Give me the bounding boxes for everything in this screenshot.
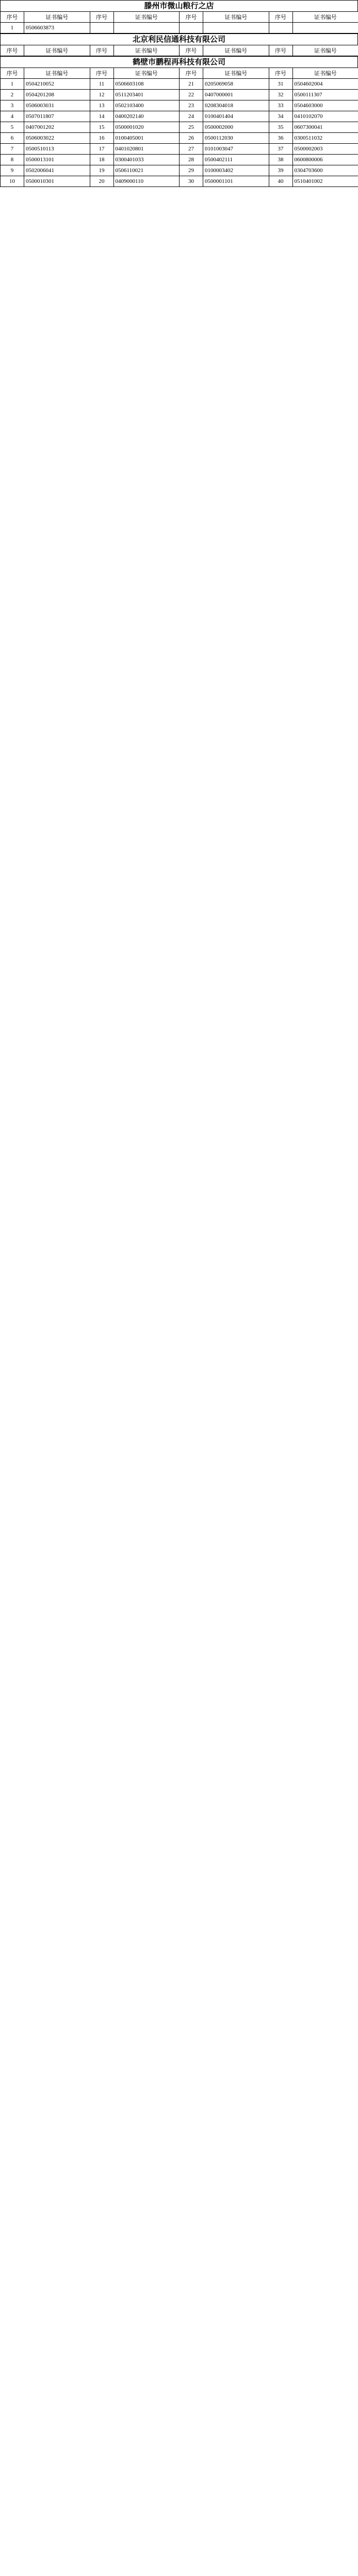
table-row [1, 133, 358, 144]
cert-number-cell: 0500002003 [292, 144, 358, 155]
cert-number-cell: 0500001020 [113, 122, 180, 133]
seq-cell: 36 [269, 133, 292, 144]
section-title: 鹤壁市鹏程再科技有限公司 [0, 56, 358, 67]
seq-cell: 9 [1, 165, 24, 176]
cert-number-cell: 0500001101 [203, 176, 269, 187]
cert-header: 证书编号 [113, 45, 180, 56]
table-row [1, 122, 358, 133]
seq-cell: 35 [269, 122, 292, 133]
document [0, 0, 358, 187]
seq-header: 序号 [90, 12, 113, 23]
section-title: 北京利民信通科技有限公司 [0, 33, 358, 45]
cert-number-cell: 0407000001 [203, 90, 269, 100]
cert-number-cell: 0500402111 [203, 155, 269, 165]
cert-number-cell: 0607300041 [292, 122, 358, 133]
seq-header: 序号 [269, 68, 292, 79]
cert-header: 证书编号 [292, 68, 358, 79]
table-header-row [1, 12, 358, 23]
seq-header: 序号 [180, 45, 203, 56]
cert-number-cell: 0208304018 [203, 100, 269, 111]
table-header-row [1, 68, 358, 79]
cert-number-cell: 0511203401 [113, 90, 180, 100]
cert-header: 证书编号 [113, 68, 180, 79]
cert-number-cell: 0205069058 [203, 79, 269, 90]
seq-cell: 8 [1, 155, 24, 165]
seq-cell: 16 [90, 133, 113, 144]
seq-header: 序号 [1, 45, 24, 56]
seq-cell: 26 [180, 133, 203, 144]
cert-header: 证书编号 [203, 12, 269, 23]
seq-cell [90, 23, 113, 33]
cert-number-cell [113, 23, 180, 33]
seq-header: 序号 [269, 12, 292, 23]
cert-number-cell: 0401020801 [113, 144, 180, 155]
cert-number-cell: 0506110021 [113, 165, 180, 176]
cert-header: 证书编号 [24, 12, 90, 23]
cert-number-cell: 0504603000 [292, 100, 358, 111]
seq-cell: 37 [269, 144, 292, 155]
seq-cell: 32 [269, 90, 292, 100]
cert-header: 证书编号 [203, 68, 269, 79]
cert-number-cell: 0409000110 [113, 176, 180, 187]
seq-cell: 3 [1, 100, 24, 111]
cert-number-cell: 0502006041 [24, 165, 90, 176]
seq-header: 序号 [1, 68, 24, 79]
cert-number-cell [203, 23, 269, 33]
seq-cell [269, 23, 292, 33]
cert-number-cell: 0500112030 [203, 133, 269, 144]
seq-cell: 1 [1, 79, 24, 90]
cert-header: 证书编号 [292, 12, 358, 23]
seq-cell: 10 [1, 176, 24, 187]
certificate-table [0, 11, 358, 33]
table-row [1, 144, 358, 155]
seq-cell: 21 [180, 79, 203, 90]
seq-cell: 24 [180, 111, 203, 122]
cert-number-cell: 0500010301 [24, 176, 90, 187]
seq-cell: 14 [90, 111, 113, 122]
certificate-table [0, 45, 358, 56]
seq-cell: 31 [269, 79, 292, 90]
cert-number-cell: 0300511032 [292, 133, 358, 144]
seq-cell: 38 [269, 155, 292, 165]
cert-number-cell: 0504602004 [292, 79, 358, 90]
cert-number-cell: 0100401404 [203, 111, 269, 122]
table-row [1, 79, 358, 90]
seq-cell: 12 [90, 90, 113, 100]
cert-number-cell: 0101003047 [203, 144, 269, 155]
cert-number-cell: 0100003402 [203, 165, 269, 176]
cert-number-cell: 0500002000 [203, 122, 269, 133]
cert-number-cell: 0304703600 [292, 165, 358, 176]
seq-cell: 18 [90, 155, 113, 165]
seq-header: 序号 [269, 45, 292, 56]
seq-cell: 6 [1, 133, 24, 144]
seq-cell: 17 [90, 144, 113, 155]
table-row [1, 90, 358, 100]
cert-number-cell: 0506603108 [113, 79, 180, 90]
cert-number-cell: 0600800006 [292, 155, 358, 165]
cert-number-cell: 0407001202 [24, 122, 90, 133]
cert-number-cell: 0410102070 [292, 111, 358, 122]
seq-header: 序号 [180, 12, 203, 23]
cert-number-cell: 0506003031 [24, 100, 90, 111]
table-row [1, 176, 358, 187]
cert-number-cell: 0500510113 [24, 144, 90, 155]
seq-cell: 40 [269, 176, 292, 187]
cert-number-cell: 0504201208 [24, 90, 90, 100]
cert-number-cell: 0506003022 [24, 133, 90, 144]
cert-header: 证书编号 [24, 68, 90, 79]
table-row [1, 155, 358, 165]
seq-cell: 20 [90, 176, 113, 187]
cert-number-cell: 0502103400 [113, 100, 180, 111]
cert-number-cell: 0100405001 [113, 133, 180, 144]
seq-header: 序号 [1, 12, 24, 23]
seq-header: 序号 [90, 68, 113, 79]
seq-header: 序号 [90, 45, 113, 56]
seq-cell: 13 [90, 100, 113, 111]
seq-cell: 27 [180, 144, 203, 155]
seq-cell: 30 [180, 176, 203, 187]
seq-cell: 1 [1, 23, 24, 33]
seq-cell: 4 [1, 111, 24, 122]
seq-cell: 34 [269, 111, 292, 122]
cert-number-cell: 0510401002 [292, 176, 358, 187]
seq-cell: 33 [269, 100, 292, 111]
table-row [1, 111, 358, 122]
cert-header: 证书编号 [113, 12, 180, 23]
cert-header: 证书编号 [203, 45, 269, 56]
cert-number-cell: 0506603873 [24, 23, 90, 33]
seq-cell [180, 23, 203, 33]
cert-number-cell: 0400202140 [113, 111, 180, 122]
seq-cell: 5 [1, 122, 24, 133]
table-header-row [1, 45, 358, 56]
seq-header: 序号 [180, 68, 203, 79]
cert-number-cell: 0500013101 [24, 155, 90, 165]
seq-cell: 23 [180, 100, 203, 111]
seq-cell: 2 [1, 90, 24, 100]
seq-cell: 28 [180, 155, 203, 165]
cert-number-cell: 0500111307 [292, 90, 358, 100]
seq-cell: 7 [1, 144, 24, 155]
cert-number-cell: 0504210052 [24, 79, 90, 90]
cert-number-cell: 0507011807 [24, 111, 90, 122]
table-row [1, 100, 358, 111]
table-row [1, 23, 358, 33]
section-title: 滕州市微山粮行之店 [0, 0, 358, 11]
seq-cell: 22 [180, 90, 203, 100]
table-row [1, 165, 358, 176]
seq-cell: 29 [180, 165, 203, 176]
cert-header: 证书编号 [292, 45, 358, 56]
seq-cell: 39 [269, 165, 292, 176]
seq-cell: 25 [180, 122, 203, 133]
seq-cell: 11 [90, 79, 113, 90]
cert-number-cell: 0300401033 [113, 155, 180, 165]
cert-header: 证书编号 [24, 45, 90, 56]
certificate-table [0, 67, 358, 187]
seq-cell: 19 [90, 165, 113, 176]
cert-number-cell [292, 23, 358, 33]
seq-cell: 15 [90, 122, 113, 133]
